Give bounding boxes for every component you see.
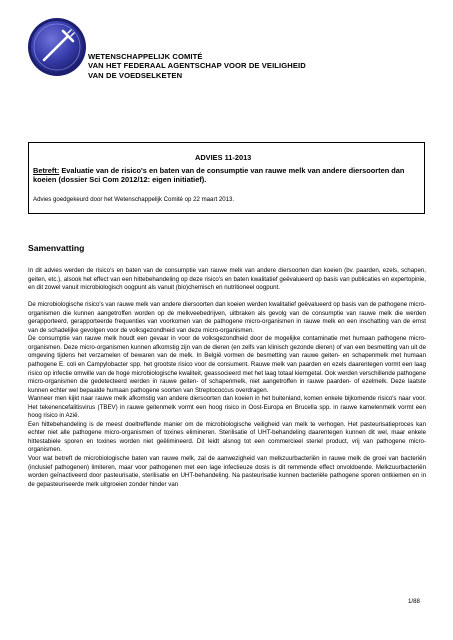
summary-paragraph: De consumptie van rauwe melk houdt een gevaar in voor de volksgezondheid door de mogelijke contaminatie met humaan pathogene micro-organismen. Deze micro-organismen kunnen afkomstig zijn van de dieren (en zelfs van klinisch gezonde dieren) of van een besmetting van uit de omgeving tijdens het verzamelen of bewaren van de melk. In België vormen de besmetting van rauwe geiten- en schapenmelk met humaan pathogene E. coli en Campylobacter spp. het grootste risico voor de consument. Rauwe melk van paarden en ezels daarentegen vormt een laag risico op infectie omwille van de hoge microbiologische kwaliteit, geassocieerd met het laag totaal kiemgetal. Ook werden verschillende pathogene micro-organismen die gedetecteerd werden in rauwe geiten- of schapenmelk, niet aangetroffen in rauwe paarden- of ezelmelk. Deze laatste kunnen echter wel bepaalde humaan pathogene soorten van Streptococcus overdragen. [28,335,426,394]
organization-name [88,52,306,80]
org-line: VAN DE VOEDSELKETEN [88,70,183,80]
committee-logo-icon [27,17,87,77]
subject-label: Betreft: [33,166,60,175]
page-number: 1/88 [408,598,420,605]
summary-paragraph: Een hittebehandeling is de meest doeltreffende manier om de microbiologische veiligheid van melk te verhogen. Het pasteurisatieproces kan echter niet alle pathogene micro-organismen of toxines elimineren. Sterilisatie of UHT-behandeling daarentegen kunnen dit wel, maar enkele hittestabiele sporen en toxines worden niet geëlimineerd. Dit leidt alsnog tot een commercieel steriel product, vrij van pathogene micro-organismen. [28,420,426,454]
summary-heading: Samenvatting [28,243,85,253]
summary-paragraph: In dit advies werden de risico's en baten van de consumptie van rauwe melk van andere diersoorten dan koeien (bv. paarden, ezels, schapen, geiten, etc.), alsook het effect van een hittebehandeling op deze risico's en baten kwalitatief geëvalueerd op basis van publicaties en expertopinie, en dit zowel vanuit microbiologisch oogpunt als vanuit (bio)chemisch en nutritioneel oogpunt. [28,267,426,292]
summary-paragraph: Voor wat betreft de microbiologische baten van rauwe melk, zal de aanwezigheid van melkzuurbacteriën in rauwe melk de groei van bacteriën (inclusief pathogenen) limiteren, maar voor pathogenen met een lage infectieuze dosis is dit remmende effect onvoldoende. Melkzuurbacteriën worden geïnactiveerd door pasteurisatie, sterilisatie en UHT-behandeling. Na pasteurisatie kunnen bacteriële pathogene sporen ontkiemen en in de gepasteuriseerde melk uitgroeien zonder hinder van [28,455,426,488]
summary-paragraph: De microbiologische risico's van rauwe melk van andere diersoorten dan koeien werden kwalitatief geëvalueerd op basis van de pathogene micro-organismen die kunnen aangetroffen worden op de melkveebedrijven, uitbraken als gevolg van de consumptie van rauwe melk die werden gerapporteerd, gerapporteerde frequenties van voorkomen van de pathogene micro-organismen in rauwe melk en een inschatting van de ernst van de schadelijke gevolgen voor de volksgezondheid van deze micro-organismen. [28,301,426,334]
summary-paragraph: Wanneer men kijkt naar rauwe melk afkomstig van andere diersoorten dan koeien in het buitenland, komen enkele bijkomende risico's naar voor. Het tekenencefalitisvirus (TBEV) in rauwe geitenmelk vormt een hoog risico in Oost-Europa en Brucella spp. in rauwe kamelenmelk vormt een hoog risico in Azië. [28,395,426,420]
summary-body [28,267,426,489]
advice-subject [33,166,422,184]
approval-note: Advies goedgekeurd door het Wetenschappelijk Comité op 22 maart 2013. [33,196,235,203]
advice-title: ADVIES 11-2013 [195,153,252,162]
org-line: WETENSCHAPPELIJK COMITÉ [88,52,203,61]
subject-text: Evaluatie van de risico's en baten van de consumptie van rauwe melk van andere diersoorten dan koeien (dossier Sci Com 2012/12: eigen initiatief). [33,166,405,185]
org-line: VAN HET FEDERAAL AGENTSCHAP VOOR DE VEILIGHEID [88,61,306,71]
